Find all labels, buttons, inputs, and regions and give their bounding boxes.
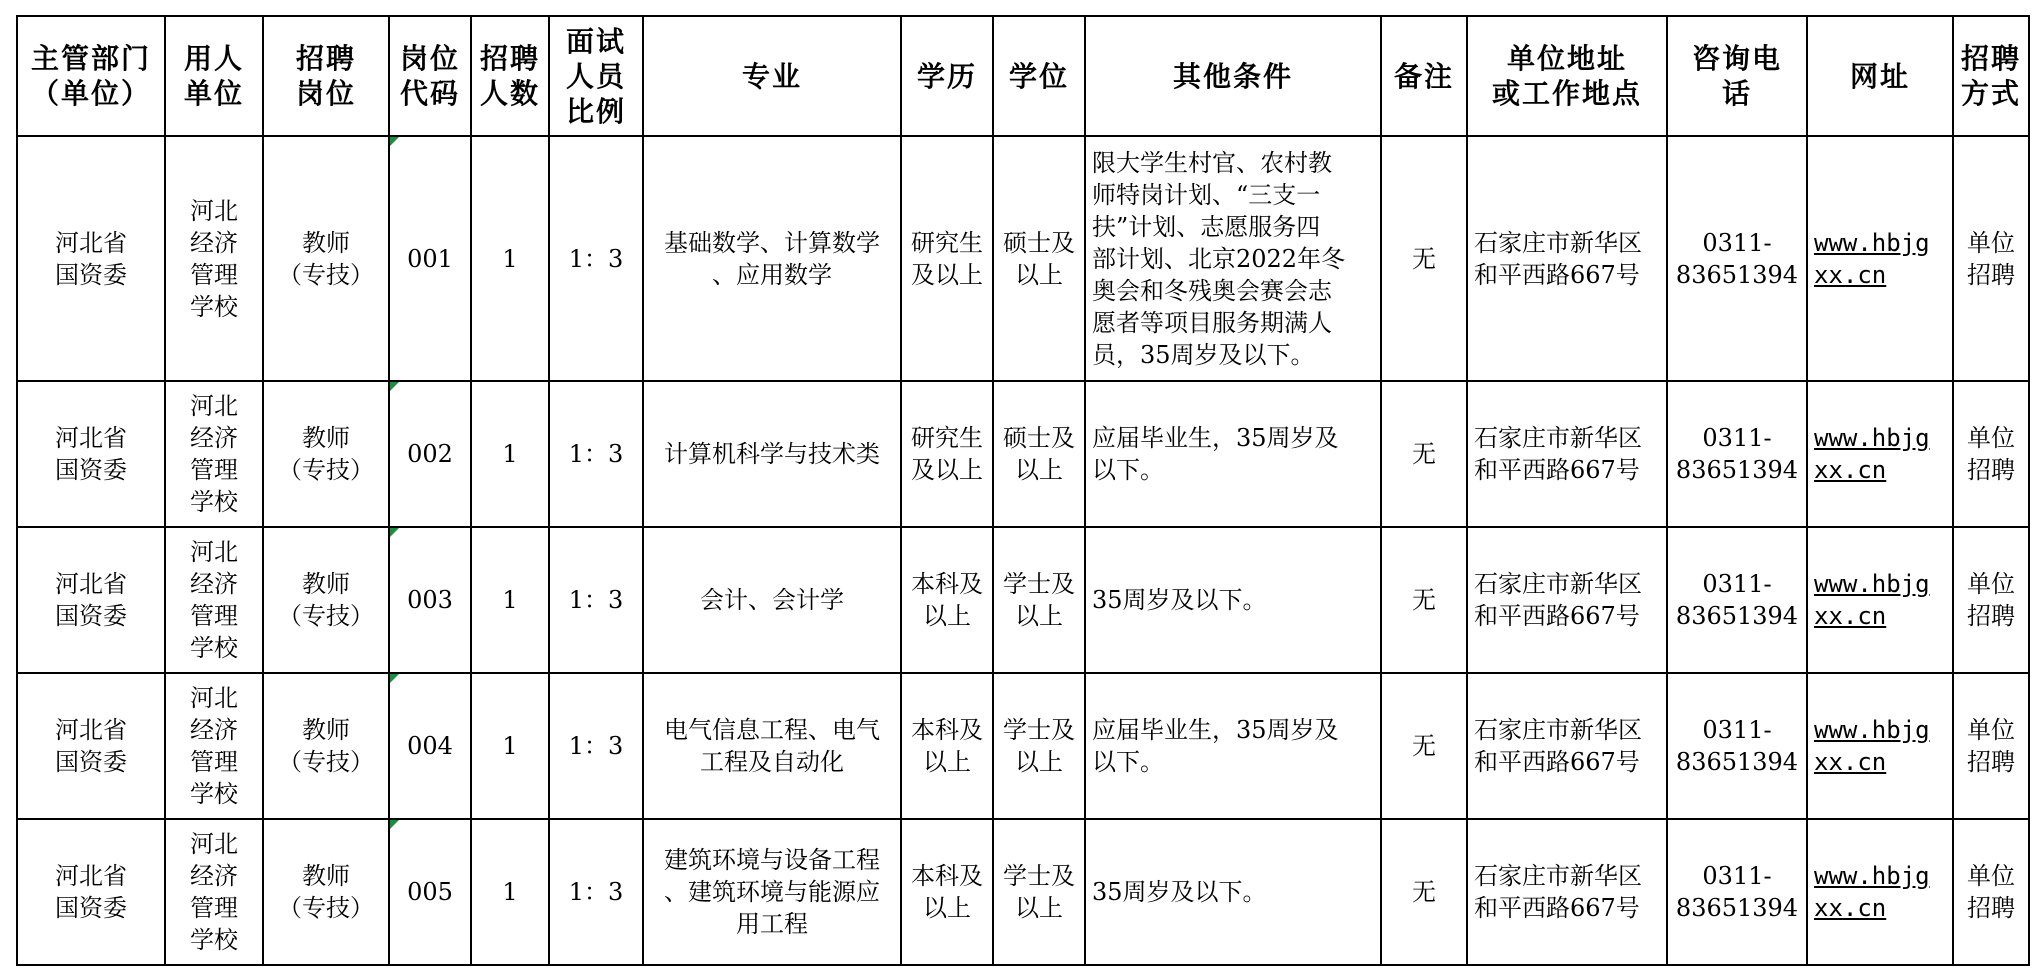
website-link[interactable]: www.hbjg xx.cn: [1814, 716, 1930, 776]
cell-degree: 学士及 以上: [993, 673, 1085, 819]
cell-education: 本科及 以上: [901, 527, 993, 673]
cell-method: 单位 招聘: [1953, 527, 2029, 673]
header-row: [17, 16, 2029, 136]
cell-ratio: 1：3: [549, 527, 643, 673]
cell-method: 单位 招聘: [1953, 136, 2029, 381]
cell-position: 教师 （专技）: [263, 381, 389, 527]
cell-code: [389, 527, 471, 673]
cell-major: 会计、会计学: [643, 527, 901, 673]
cell-education: 本科及 以上: [901, 819, 993, 965]
cell-dept: 河北省 国资委: [17, 136, 165, 381]
cell-count: 1: [471, 136, 549, 381]
cell-url: [1807, 136, 1953, 381]
cell-count: 1: [471, 381, 549, 527]
header-url: 网址: [1807, 16, 1953, 136]
table-row: [17, 673, 2029, 819]
cell-remark: 无: [1381, 673, 1467, 819]
cell-degree: 学士及 以上: [993, 527, 1085, 673]
cell-position: 教师 （专技）: [263, 136, 389, 381]
cell-conditions: 35周岁及以下。: [1085, 527, 1381, 673]
cell-phone: 0311- 83651394: [1667, 527, 1807, 673]
website-link[interactable]: www.hbjg xx.cn: [1814, 228, 1930, 289]
cell-count: 1: [471, 527, 549, 673]
cell-code: [389, 673, 471, 819]
table-row: [17, 819, 2029, 965]
header-degree: 学位: [993, 16, 1085, 136]
header-address: 单位地址 或工作地点: [1467, 16, 1667, 136]
cell-comment-marker-icon: [390, 528, 399, 537]
cell-conditions: 35周岁及以下。: [1085, 819, 1381, 965]
cell-count: 1: [471, 819, 549, 965]
website-link[interactable]: www.hbjg xx.cn: [1814, 862, 1930, 922]
cell-method: 单位 招聘: [1953, 381, 2029, 527]
cell-dept: 河北省 国资委: [17, 819, 165, 965]
cell-count: 1: [471, 673, 549, 819]
cell-conditions: 应届毕业生，35周岁及 以下。: [1085, 673, 1381, 819]
header-method: 招聘 方式: [1953, 16, 2029, 136]
cell-degree: 学士及 以上: [993, 819, 1085, 965]
cell-code: [389, 819, 471, 965]
cell-comment-marker-icon: [390, 820, 399, 829]
header-code: 岗位 代码: [389, 16, 471, 136]
cell-comment-marker-icon: [390, 137, 399, 146]
cell-employer: 河北 经济 管理 学校: [165, 527, 263, 673]
cell-remark: 无: [1381, 136, 1467, 381]
cell-phone: 0311- 83651394: [1667, 136, 1807, 381]
cell-address: 石家庄市新华区 和平西路667号: [1467, 136, 1667, 381]
cell-position: 教师 （专技）: [263, 819, 389, 965]
cell-code-value: 001: [407, 244, 453, 273]
cell-code-value: 005: [407, 878, 453, 906]
cell-conditions: 应届毕业生，35周岁及 以下。: [1085, 381, 1381, 527]
cell-dept: 河北省 国资委: [17, 673, 165, 819]
cell-url: [1807, 527, 1953, 673]
cell-employer: 河北 经济 管理 学校: [165, 381, 263, 527]
header-ratio: 面试 人员 比例: [549, 16, 643, 136]
header-education: 学历: [901, 16, 993, 136]
cell-ratio: 1：3: [549, 136, 643, 381]
cell-education: 研究生 及以上: [901, 136, 993, 381]
cell-remark: 无: [1381, 381, 1467, 527]
cell-employer: 河北 经济 管理 学校: [165, 136, 263, 381]
header-employer: 用人 单位: [165, 16, 263, 136]
header-position: 招聘 岗位: [263, 16, 389, 136]
cell-code: [389, 136, 471, 381]
cell-employer: 河北 经济 管理 学校: [165, 819, 263, 965]
cell-education: 本科及 以上: [901, 673, 993, 819]
cell-degree: 硕士及 以上: [993, 381, 1085, 527]
cell-address: 石家庄市新华区 和平西路667号: [1467, 819, 1667, 965]
cell-code-value: 004: [407, 732, 453, 760]
cell-position: 教师 （专技）: [263, 673, 389, 819]
cell-ratio: 1：3: [549, 673, 643, 819]
cell-major: 建筑环境与设备工程 、建筑环境与能源应 用工程: [643, 819, 901, 965]
header-phone: 咨询电 话: [1667, 16, 1807, 136]
cell-major: 计算机科学与技术类: [643, 381, 901, 527]
cell-url: [1807, 381, 1953, 527]
cell-employer: 河北 经济 管理 学校: [165, 673, 263, 819]
cell-major: 电气信息工程、电气 工程及自动化: [643, 673, 901, 819]
website-link[interactable]: www.hbjg xx.cn: [1814, 424, 1930, 484]
table-row: [17, 527, 2029, 673]
recruitment-table-container: [16, 15, 2030, 966]
cell-dept: 河北省 国资委: [17, 381, 165, 527]
cell-url: [1807, 673, 1953, 819]
header-major: 专业: [643, 16, 901, 136]
cell-address: 石家庄市新华区 和平西路667号: [1467, 527, 1667, 673]
table-row: [17, 136, 2029, 381]
cell-dept: 河北省 国资委: [17, 527, 165, 673]
header-conditions: 其他条件: [1085, 16, 1381, 136]
cell-method: 单位 招聘: [1953, 819, 2029, 965]
cell-phone: 0311- 83651394: [1667, 673, 1807, 819]
cell-code: [389, 381, 471, 527]
website-link[interactable]: www.hbjg xx.cn: [1814, 570, 1930, 630]
recruitment-table: [16, 15, 2030, 966]
cell-method: 单位 招聘: [1953, 673, 2029, 819]
cell-phone: 0311- 83651394: [1667, 381, 1807, 527]
cell-comment-marker-icon: [390, 674, 399, 683]
cell-comment-marker-icon: [390, 382, 399, 391]
cell-address: 石家庄市新华区 和平西路667号: [1467, 673, 1667, 819]
cell-remark: 无: [1381, 819, 1467, 965]
cell-url: [1807, 819, 1953, 965]
cell-code-value: 003: [407, 586, 453, 614]
cell-conditions: 限大学生村官、农村教 师特岗计划、“三支一 扶”计划、志愿服务四 部计划、北京2022年冬 奥会和冬残奥会赛会志 愿者等项目服务期满人 员，35周岁及以下。: [1085, 136, 1381, 381]
cell-ratio: 1：3: [549, 819, 643, 965]
cell-address: 石家庄市新华区 和平西路667号: [1467, 381, 1667, 527]
header-dept: 主管部门 （单位）: [17, 16, 165, 136]
cell-remark: 无: [1381, 527, 1467, 673]
cell-ratio: 1：3: [549, 381, 643, 527]
cell-degree: 硕士及 以上: [993, 136, 1085, 381]
header-remark: 备注: [1381, 16, 1467, 136]
cell-major: 基础数学、计算数学 、应用数学: [643, 136, 901, 381]
table-row: [17, 381, 2029, 527]
header-count: 招聘 人数: [471, 16, 549, 136]
cell-phone: 0311- 83651394: [1667, 819, 1807, 965]
cell-position: 教师 （专技）: [263, 527, 389, 673]
cell-code-value: 002: [407, 440, 453, 468]
cell-education: 研究生 及以上: [901, 381, 993, 527]
